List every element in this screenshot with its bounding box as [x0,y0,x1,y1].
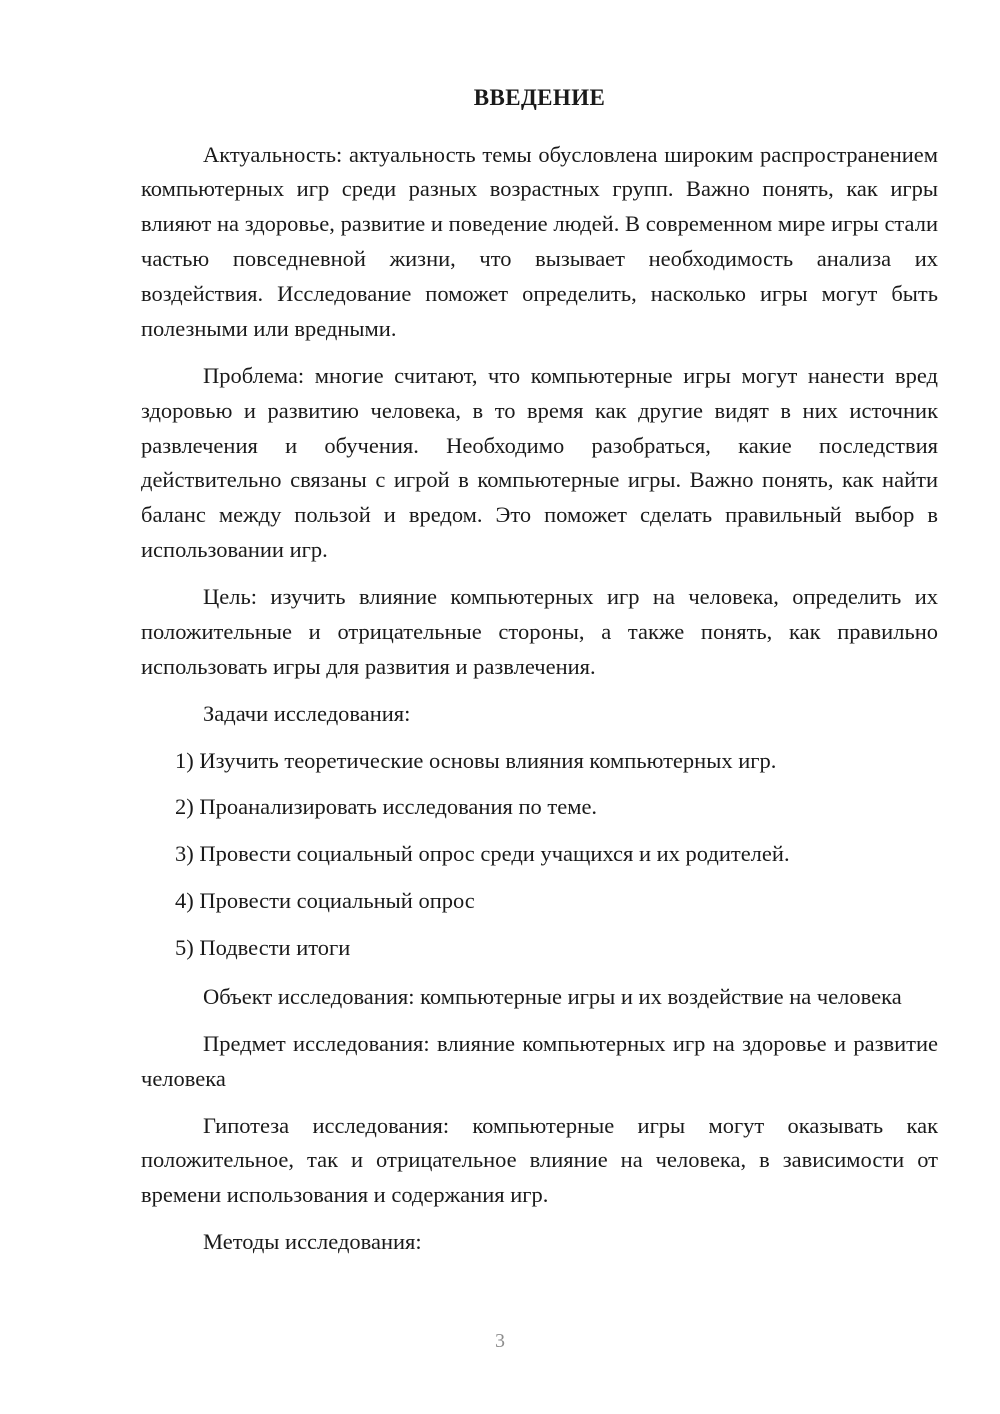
tasks-heading: Задачи исследования: [203,700,411,726]
paragraph-goal: Цель: изучить влияние компьютерных игр на человека, определить их положительные и отрицательные стороны, а также понять, как правильно использовать игры для развития и развлечения. [141,584,938,679]
list-item: 5) Подвести итоги [175,935,351,961]
paragraph-subject: Предмет исследования: влияние компьютерных игр на здоровье и развитие человека [141,1030,938,1091]
methods-heading: Методы исследования: [203,1229,422,1255]
page-title: ВВЕДЕНИЕ [473,85,606,110]
tasks-list [141,744,938,966]
paragraph-object: Объект исследования: компьютерные игры и их воздействие на человека [203,983,902,1009]
document-body [141,84,938,1260]
list-item: 2) Проанализировать исследования по теме. [175,794,598,820]
paragraph-hypothesis: Гипотеза исследования: компьютерные игры могут оказывать как положительное, так и отрицательное влияние на человека, в зависимости от времени использования и содержания игр. [141,1112,938,1208]
list-item: 3) Провести социальный опрос среди учащихся и их родителей. [175,841,790,867]
page-number: 3 [495,1330,505,1352]
list-item: 4) Провести социальный опрос [175,888,475,914]
paragraph-problem: Проблема: многие считают, что компьютерные игры могут нанести вред здоровью и развитию человека, в то время как другие видят в них источник развлечения и обучения. Необходимо разобраться, какие последствия действительно связаны с игрой в компьютерные игры. Важно понять, как найти баланс между пользой и вредом. Это поможет сделать правильный выбор в использовании игр. [141,362,938,563]
list-item: 1) Изучить теоретические основы влияния компьютерных игр. [175,747,777,773]
paragraph-relevance: Актуальность: актуальность темы обусловлена широким распространением компьютерных игр среди разных возрастных групп. Важно понять, как игры влияют на здоровье, развитие и поведение людей. В современном мире игры стали частью повседневной жизни, что вызывает необходимость анализа их воздействия. Исследование поможет определить, насколько игры могут быть полезными или вредными. [141,141,938,341]
